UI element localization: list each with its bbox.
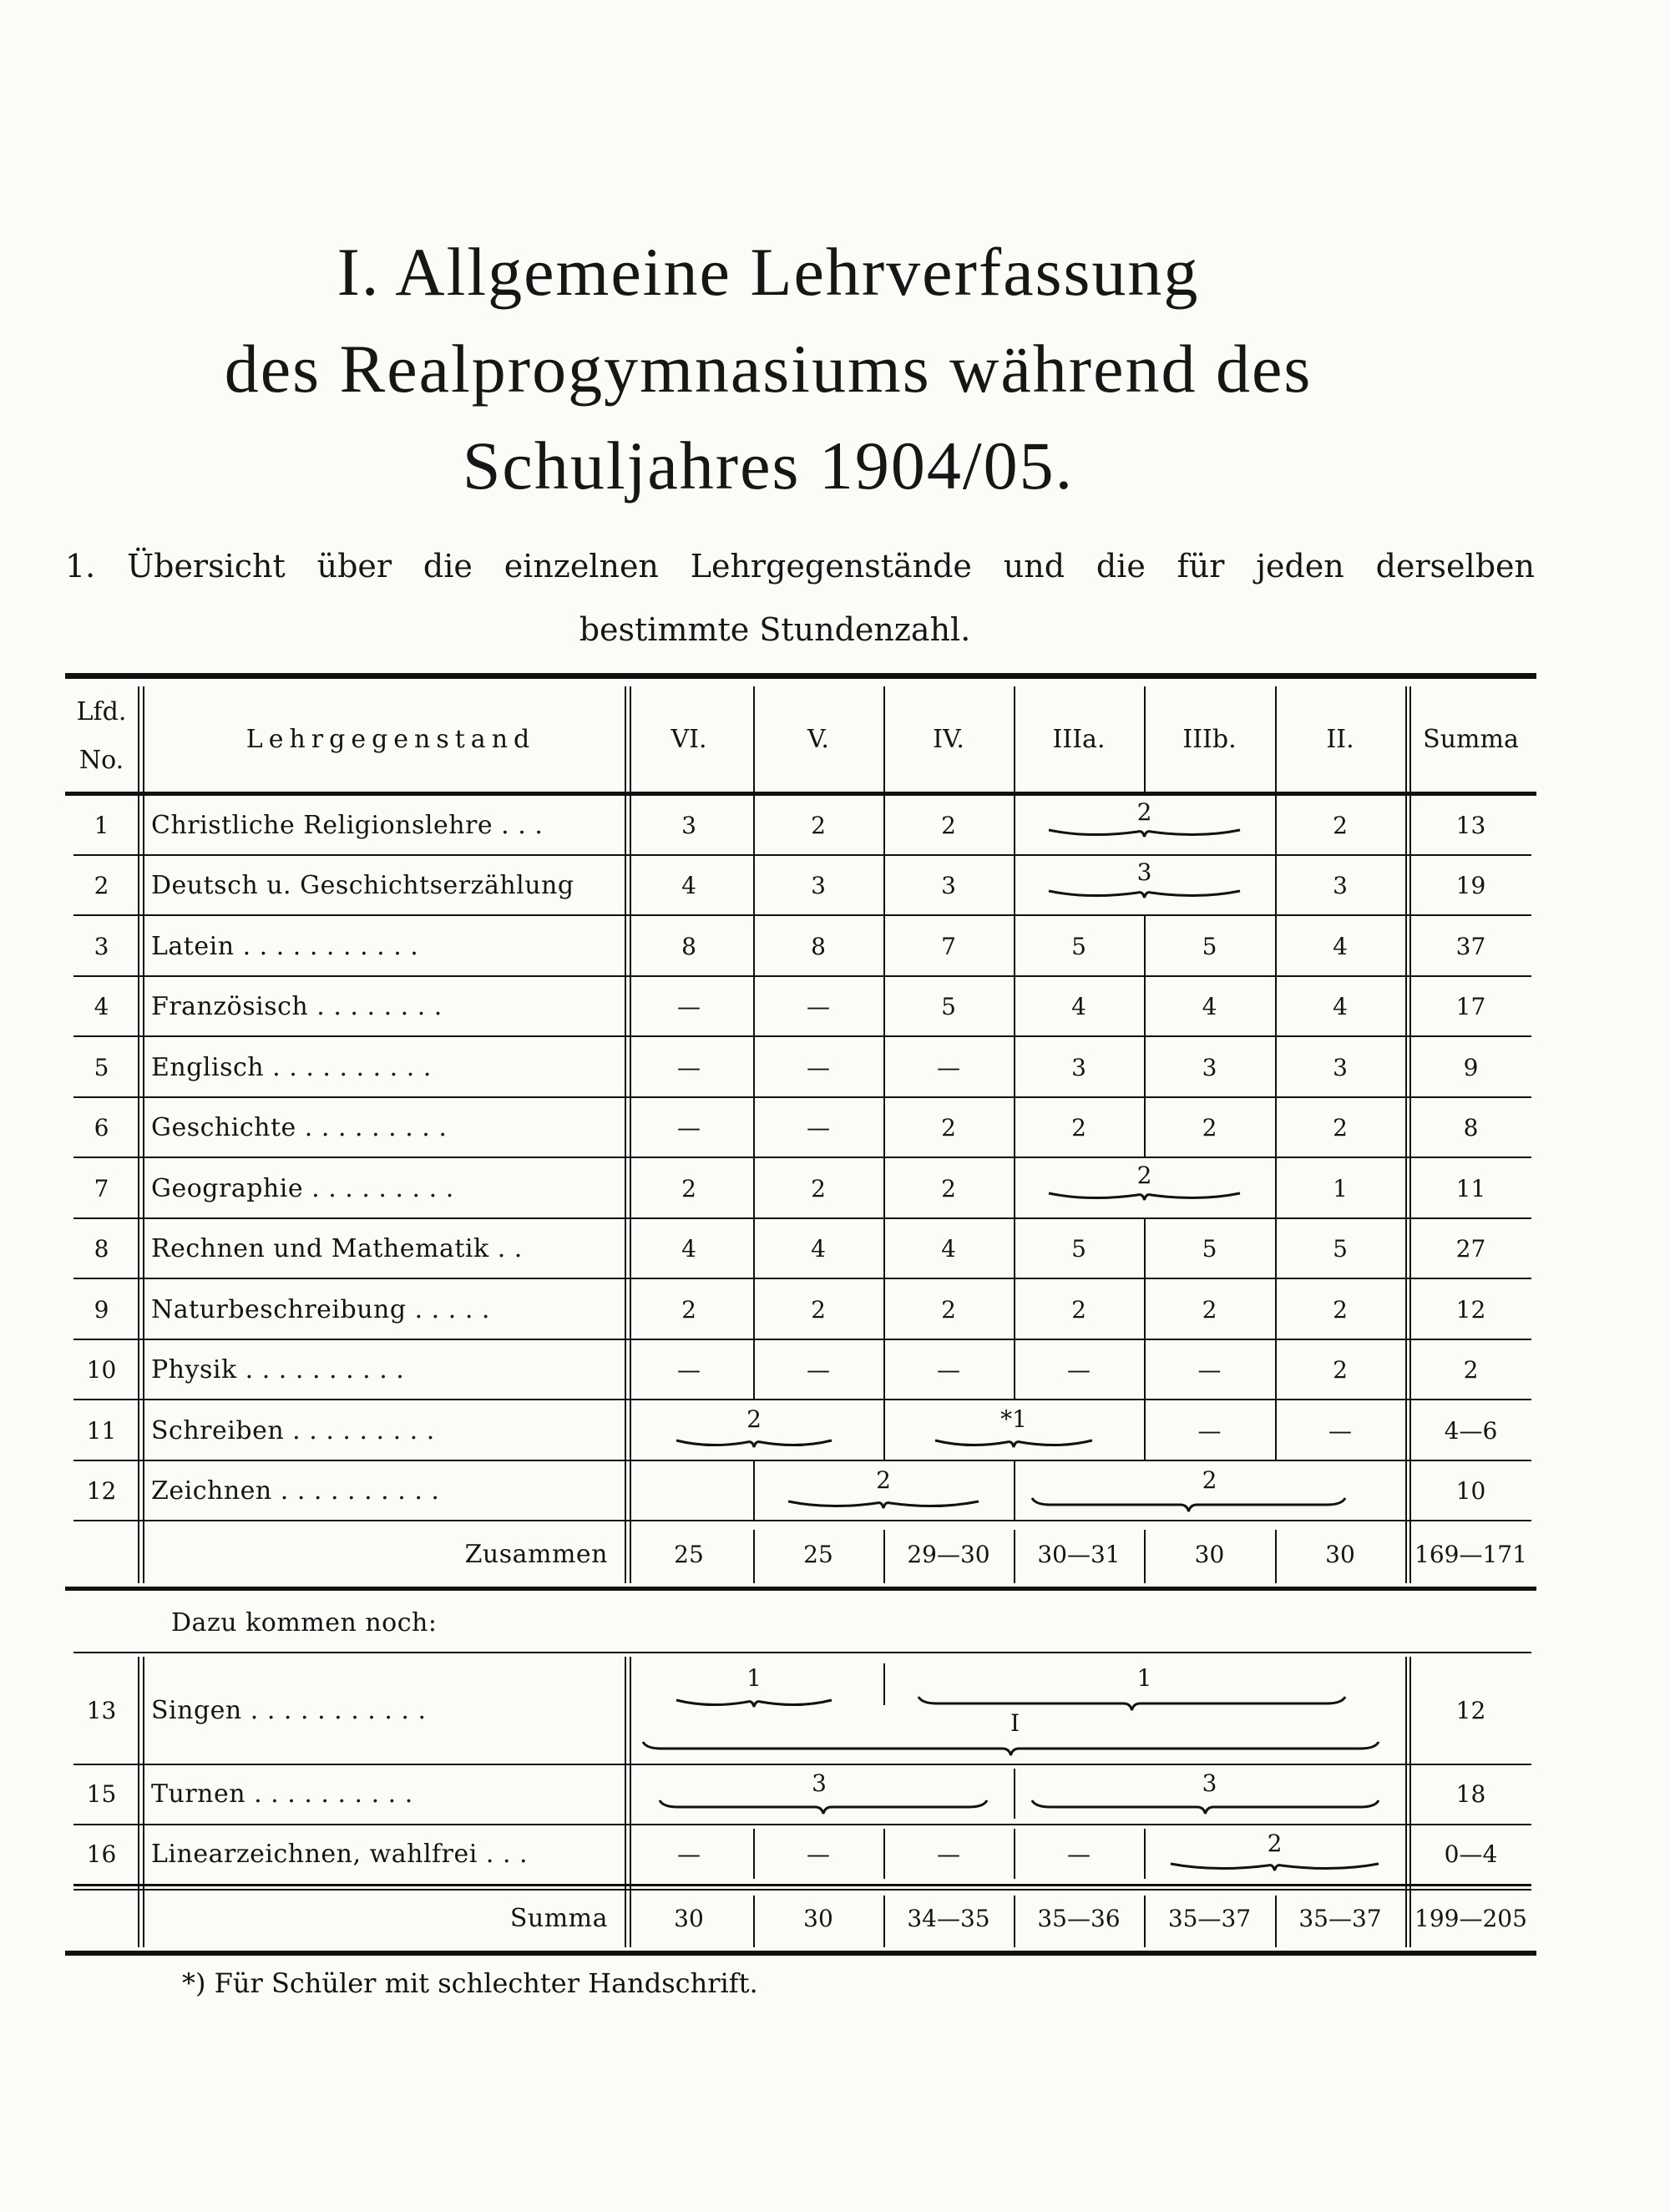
summa-sum: 199—205 bbox=[1414, 1904, 1527, 1932]
column-rule bbox=[883, 1896, 885, 1947]
subject-name: Naturbeschreibung . . . . . bbox=[151, 1294, 490, 1324]
class-value: — bbox=[807, 1840, 830, 1868]
column-rule bbox=[1144, 1400, 1146, 1461]
row-number: 15 bbox=[86, 1779, 117, 1808]
class-value: — bbox=[677, 1356, 701, 1384]
row-number: 7 bbox=[94, 1174, 109, 1202]
subject-name: Latein . . . . . . . . . . . bbox=[151, 931, 419, 961]
zusammen-value: 25 bbox=[803, 1540, 833, 1568]
brace-mark bbox=[787, 1495, 980, 1513]
zusammen-value: 25 bbox=[674, 1540, 704, 1568]
zusammen-value: 30 bbox=[1325, 1540, 1355, 1568]
class-value: 5 bbox=[1202, 932, 1217, 960]
header-class: II. bbox=[1326, 724, 1354, 754]
subject-name: Christliche Religionslehre . . . bbox=[151, 810, 544, 840]
column-rule bbox=[143, 686, 144, 1583]
row-sum: 2 bbox=[1463, 1356, 1479, 1384]
class-value: 4 bbox=[1333, 993, 1348, 1021]
merged-value: *1 bbox=[1000, 1405, 1027, 1433]
zusammen-value: 30—31 bbox=[1037, 1540, 1121, 1568]
class-value: 5 bbox=[1071, 1235, 1086, 1263]
class-value: 3 bbox=[811, 872, 826, 900]
column-rule bbox=[883, 1530, 885, 1583]
class-value: 4 bbox=[1333, 932, 1348, 960]
class-value: 5 bbox=[1202, 1235, 1217, 1263]
header-class: V. bbox=[807, 724, 829, 754]
class-value: 2 bbox=[1333, 811, 1348, 839]
class-value: — bbox=[677, 1840, 701, 1868]
class-value: — bbox=[937, 1053, 960, 1081]
merged-value: 2 bbox=[746, 1405, 762, 1433]
row-rule bbox=[73, 1652, 1531, 1653]
summa-value: 30 bbox=[803, 1904, 833, 1932]
class-value: — bbox=[677, 993, 701, 1021]
brace-mark bbox=[1047, 1187, 1242, 1205]
class-value: — bbox=[677, 1114, 701, 1142]
column-rule bbox=[1275, 1530, 1277, 1583]
column-rule bbox=[138, 686, 139, 1583]
row-sum: 17 bbox=[1455, 993, 1486, 1021]
column-rule bbox=[883, 1400, 885, 1461]
class-value: 2 bbox=[941, 1174, 956, 1202]
merged-value: 3 bbox=[1136, 858, 1152, 886]
class-value: 2 bbox=[1071, 1114, 1086, 1142]
brace-mark bbox=[1047, 884, 1242, 903]
class-value: 4 bbox=[681, 1235, 696, 1263]
zusammen-sum: 169—171 bbox=[1414, 1540, 1527, 1568]
class-value: 3 bbox=[1333, 872, 1348, 900]
class-value: 3 bbox=[1333, 1053, 1348, 1081]
header-class: IV. bbox=[933, 724, 964, 754]
class-value: 1 bbox=[1333, 1174, 1348, 1202]
merged-value: 2 bbox=[1136, 797, 1152, 826]
class-value: 3 bbox=[681, 811, 696, 839]
class-value: 2 bbox=[941, 1114, 956, 1142]
class-value: 2 bbox=[811, 1174, 826, 1202]
column-rule bbox=[1014, 1461, 1015, 1522]
row-sum: 18 bbox=[1455, 1779, 1486, 1808]
column-rule bbox=[1144, 1530, 1146, 1583]
row-number: 2 bbox=[94, 872, 109, 900]
class-value: 4 bbox=[1202, 993, 1217, 1021]
class-value: 2 bbox=[1071, 1295, 1086, 1324]
class-value: — bbox=[1067, 1840, 1091, 1868]
subject-name: Französisch . . . . . . . . bbox=[151, 992, 443, 1022]
column-rule bbox=[143, 1657, 144, 1947]
subject-name: Geographie . . . . . . . . . bbox=[151, 1173, 454, 1203]
class-value: 5 bbox=[1333, 1235, 1348, 1263]
section-heading-line-2: bestimmte Stundenzahl. bbox=[579, 611, 971, 648]
subject-name: Linearzeichnen, wahlfrei . . . bbox=[151, 1839, 529, 1869]
class-value: — bbox=[937, 1840, 960, 1868]
merged-value: 2 bbox=[1136, 1161, 1152, 1189]
row-number: 12 bbox=[86, 1477, 117, 1506]
title-line-2: des Realprogymnasiums während des bbox=[224, 331, 1313, 407]
class-value: — bbox=[1197, 1416, 1222, 1445]
row-number: 1 bbox=[94, 811, 109, 839]
section-heading bbox=[65, 534, 1535, 661]
row-number: 3 bbox=[94, 932, 109, 960]
merged-value: 3 bbox=[812, 1769, 827, 1797]
dazu-label: Dazu kommen noch: bbox=[171, 1607, 438, 1637]
row-number: 8 bbox=[94, 1235, 109, 1263]
merged-value: 2 bbox=[1202, 1465, 1217, 1494]
summa-value: 35—36 bbox=[1037, 1904, 1121, 1932]
footnote: *) Für Schüler mit schlechter Handschrift. bbox=[182, 1967, 758, 1999]
merged-value: 1 bbox=[1136, 1663, 1152, 1692]
brace-mark bbox=[641, 1739, 1380, 1757]
class-value: 8 bbox=[681, 932, 696, 960]
class-value: — bbox=[937, 1356, 960, 1384]
brace-mark bbox=[934, 1434, 1094, 1452]
merged-value: 2 bbox=[876, 1465, 891, 1494]
brace-mark bbox=[1030, 1797, 1380, 1815]
row-sum: 11 bbox=[1455, 1174, 1486, 1202]
class-value: 2 bbox=[681, 1295, 696, 1324]
row-number: 6 bbox=[94, 1114, 109, 1142]
document-title bbox=[125, 224, 1411, 514]
subject-name: Schreiben . . . . . . . . . bbox=[151, 1415, 435, 1445]
class-value: 2 bbox=[1202, 1295, 1217, 1324]
summa-value: 34—35 bbox=[907, 1904, 990, 1932]
class-value: 2 bbox=[811, 811, 826, 839]
class-value: 2 bbox=[681, 1174, 696, 1202]
class-value: 3 bbox=[1071, 1053, 1086, 1081]
column-rule bbox=[1275, 1400, 1277, 1461]
class-value: — bbox=[807, 1053, 830, 1081]
class-value: 3 bbox=[1202, 1053, 1217, 1081]
row-sum: 10 bbox=[1455, 1477, 1486, 1506]
row-rule bbox=[73, 1884, 1531, 1886]
row-number: 10 bbox=[86, 1356, 117, 1384]
row-number: 16 bbox=[86, 1840, 117, 1868]
subject-name: Singen . . . . . . . . . . . bbox=[151, 1695, 427, 1725]
zusammen-bottom-rule bbox=[65, 1587, 1536, 1591]
table-top-rule bbox=[65, 673, 1536, 679]
column-rule bbox=[883, 1829, 885, 1879]
class-value: — bbox=[1328, 1416, 1352, 1445]
class-value: 4 bbox=[1071, 993, 1086, 1021]
class-value: — bbox=[807, 1356, 830, 1384]
brace-mark bbox=[1169, 1857, 1380, 1875]
header-subject: Lehrgegenstand bbox=[245, 724, 536, 754]
row-number: 4 bbox=[94, 993, 109, 1021]
brace-mark bbox=[1047, 823, 1242, 842]
zusammen-label: Zusammen bbox=[464, 1539, 608, 1569]
merged-value: 1 bbox=[746, 1663, 762, 1692]
header-no: No. bbox=[78, 745, 124, 775]
row-sum: 12 bbox=[1455, 1295, 1486, 1324]
summa-value: 35—37 bbox=[1167, 1904, 1252, 1932]
class-value: 2 bbox=[941, 811, 956, 839]
class-value: — bbox=[1067, 1356, 1091, 1384]
subject-name: Zeichnen . . . . . . . . . . bbox=[151, 1476, 440, 1506]
subject-name: Englisch . . . . . . . . . . bbox=[151, 1052, 432, 1082]
subject-name: Rechnen und Mathematik . . bbox=[151, 1234, 523, 1264]
column-rule bbox=[753, 1461, 755, 1522]
class-value: 3 bbox=[941, 872, 956, 900]
row-sum: 37 bbox=[1455, 932, 1486, 960]
class-value: 4 bbox=[941, 1235, 956, 1263]
subject-name: Physik . . . . . . . . . . bbox=[151, 1355, 405, 1385]
column-rule bbox=[1144, 1896, 1146, 1947]
title-line-1: I. Allgemeine Lehrverfassung bbox=[337, 234, 1200, 310]
column-rule bbox=[753, 1530, 755, 1583]
column-rule bbox=[1144, 1829, 1146, 1879]
class-value: 2 bbox=[1333, 1114, 1348, 1142]
class-value: 2 bbox=[1333, 1356, 1348, 1384]
class-value: 8 bbox=[811, 932, 826, 960]
class-value: 7 bbox=[941, 932, 956, 960]
subject-name: Turnen . . . . . . . . . . bbox=[151, 1779, 413, 1809]
brace-mark bbox=[675, 1434, 833, 1452]
summa-value: 30 bbox=[674, 1904, 704, 1932]
merged-value: 2 bbox=[1267, 1829, 1283, 1857]
class-value: 2 bbox=[941, 1295, 956, 1324]
summa-value: 35—37 bbox=[1298, 1904, 1382, 1932]
row-sum: 4—6 bbox=[1444, 1416, 1498, 1445]
brace-mark bbox=[1030, 1495, 1347, 1513]
row-sum: 8 bbox=[1463, 1114, 1479, 1142]
header-sum: Summa bbox=[1423, 724, 1519, 754]
header-no: Lfd. bbox=[76, 696, 127, 726]
section-heading-line-1: 1. Übersicht über die einzelnen Lehrgegenstände und die für jeden derselben bbox=[65, 548, 1535, 585]
class-value: 5 bbox=[941, 993, 956, 1021]
column-rule bbox=[1275, 1896, 1277, 1947]
row-sum: 27 bbox=[1455, 1235, 1486, 1263]
class-value: 2 bbox=[811, 1295, 826, 1324]
class-value: 4 bbox=[681, 872, 696, 900]
zusammen-value: 30 bbox=[1194, 1540, 1225, 1568]
zusammen-value: 29—30 bbox=[907, 1540, 990, 1568]
header-class: VI. bbox=[671, 724, 707, 754]
subject-name: Geschichte . . . . . . . . . bbox=[151, 1113, 448, 1143]
column-rule bbox=[138, 1657, 139, 1947]
merged-value: I bbox=[1010, 1708, 1020, 1737]
brace-mark bbox=[658, 1797, 989, 1815]
row-rule bbox=[73, 1520, 1531, 1521]
subject-name: Deutsch u. Geschichtserzählung bbox=[151, 871, 574, 901]
row-number: 13 bbox=[86, 1696, 117, 1724]
column-rule bbox=[753, 1829, 755, 1879]
summa-label: Summa bbox=[509, 1903, 608, 1933]
table-bottom-rule bbox=[65, 1951, 1536, 1956]
class-value: 2 bbox=[1333, 1295, 1348, 1324]
class-value: — bbox=[677, 1053, 701, 1081]
header-class: IIIa. bbox=[1052, 724, 1106, 754]
column-rule bbox=[1014, 1530, 1015, 1583]
column-rule bbox=[1014, 1896, 1015, 1947]
class-value: — bbox=[807, 993, 830, 1021]
row-sum: 0—4 bbox=[1444, 1840, 1498, 1868]
column-rule bbox=[753, 1896, 755, 1947]
row-number: 5 bbox=[94, 1053, 109, 1081]
class-value: — bbox=[807, 1114, 830, 1142]
row-sum: 19 bbox=[1455, 872, 1486, 900]
class-value: 5 bbox=[1071, 932, 1086, 960]
row-sum: 12 bbox=[1455, 1696, 1486, 1724]
class-value: 4 bbox=[811, 1235, 826, 1263]
merged-value: 3 bbox=[1202, 1769, 1217, 1797]
row-sum: 9 bbox=[1463, 1053, 1479, 1081]
class-value: 2 bbox=[1202, 1114, 1217, 1142]
header-class: IIIb. bbox=[1182, 724, 1237, 754]
class-value: — bbox=[1197, 1356, 1222, 1384]
row-number: 11 bbox=[86, 1416, 117, 1445]
title-line-3: Schuljahres 1904/05. bbox=[462, 428, 1075, 504]
row-number: 9 bbox=[94, 1295, 109, 1324]
column-rule bbox=[1014, 1829, 1015, 1879]
row-sum: 13 bbox=[1455, 811, 1486, 839]
